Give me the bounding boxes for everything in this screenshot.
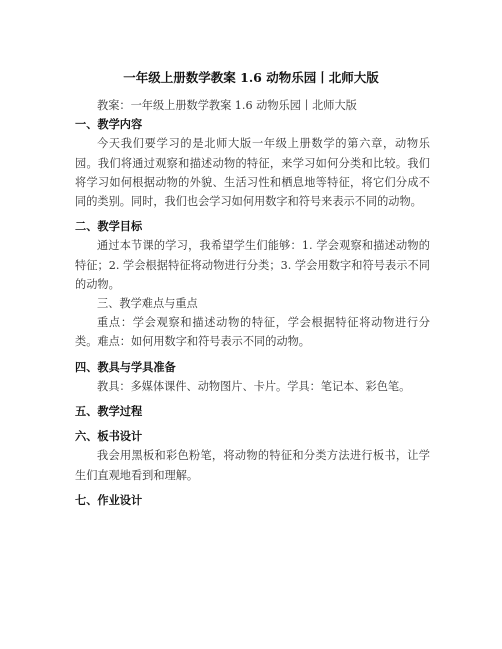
section-heading-content: 一、教学内容 [75,117,143,132]
document-title: 一年级上册数学教案 1.6 动物乐园丨北师大版 [123,70,379,85]
section-body-goals: 通过本节课的学习，我希望学生们能够：1. 学会观察和描述动物的特征；2. 学会根据特征将动物进行分类；3. 学会用数字和符号表示不同的动物。 [75,239,430,291]
section-heading-board: 六、板书设计 [75,429,143,444]
section-body-key-points: 重点：学会观察和描述动物的特征，学会根据特征将动物进行分类。难点：如何用数字和符号表示不同的动物。 [75,316,430,349]
section-body-content: 今天我们要学习的是北师大版一年级上册数学的第六章，动物乐园。我们将通过观察和描述动物的特征，来学习如何分类和比较。我们将学习如何根据动物的外貌、生活习性和栖息地等特征，将它们分成不同的类别。同时，我们也会学习如何用数字和符号来表示不同的动物。 [75,137,430,209]
section-heading-process: 五、教学过程 [75,404,143,419]
document-subtitle: 教案：一年级上册数学教案 1.6 动物乐园丨北师大版 [97,99,357,112]
section-body-materials: 教具：多媒体课件、动物图片、卡片。学具：笔记本、彩色笔。 [97,379,411,393]
document-body [75,96,430,510]
section-heading-homework: 七、作业设计 [75,492,143,507]
section-heading-key-points: 三、教学难点与重点 [97,297,198,311]
section-heading-goals: 二、教学目标 [75,219,143,234]
section-body-board: 我会用黑板和彩色粉笔，将动物的特征和分类方法进行板书，让学生们直观地看到和理解。 [75,449,430,482]
section-heading-materials: 四、教具与学具准备 [75,359,176,374]
